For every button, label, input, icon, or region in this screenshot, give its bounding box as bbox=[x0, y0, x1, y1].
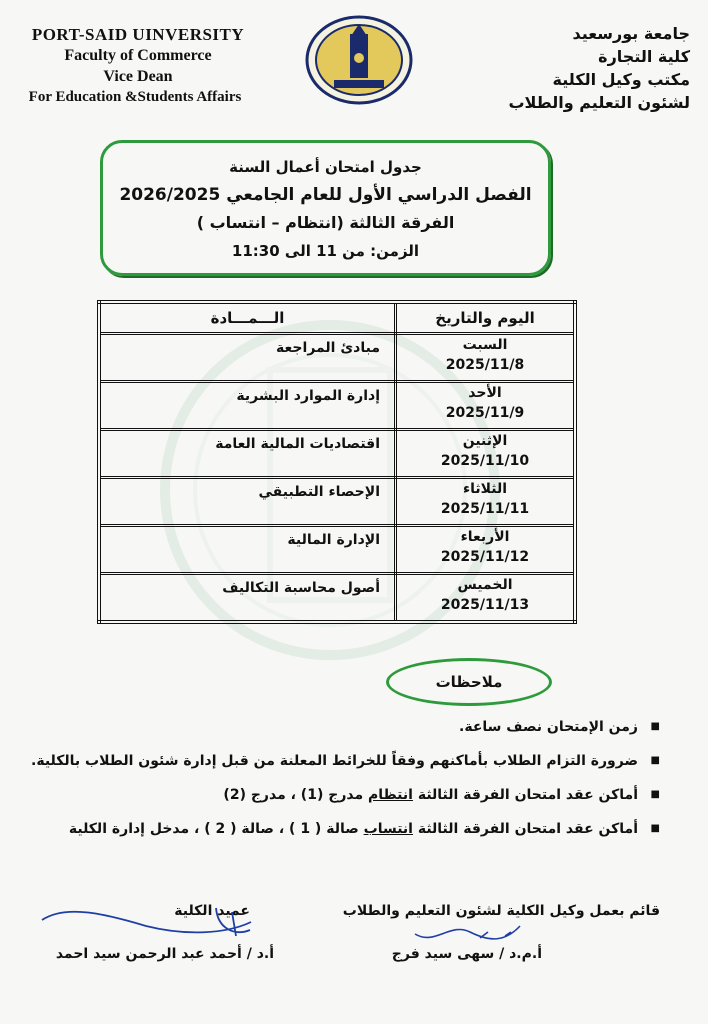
subject-cell: الإدارة المالية bbox=[99, 526, 396, 574]
dean-title: عميد الكلية bbox=[174, 903, 250, 919]
subject-cell: إدارة الموارد البشرية bbox=[99, 382, 396, 430]
day-date-cell bbox=[396, 382, 576, 430]
year-level-line: الفرقة الثالثة (انتظام – انتساب ) bbox=[196, 213, 455, 232]
subject-cell: الإحصاء التطبيقي bbox=[99, 478, 396, 526]
note-item: ■ ضرورة التزام الطلاب بأماكنهم وفقاً للخرائط المعلنة من قبل إدارة شئون الطلاب بالكلية. bbox=[10, 746, 660, 776]
vice-dean-title: قائم بعمل وكيل الكلية لشئون التعليم والطلاب bbox=[342, 903, 660, 919]
day-date-cell bbox=[396, 526, 576, 574]
note-text: مدرج (1) ، مدرج (2) bbox=[223, 787, 369, 803]
day-name: الخميس bbox=[457, 577, 513, 593]
note-text: صالة ( 1 ) ، صالة ( 2 ) ، مدخل إدارة الكلية bbox=[68, 821, 364, 837]
faculty-name-ar: كلية التجارة bbox=[598, 47, 690, 66]
note-item: ■ زمن الإمتحان نصف ساعة. bbox=[10, 712, 660, 742]
exam-date: 2025/11/12 bbox=[440, 549, 530, 565]
table-row bbox=[99, 430, 575, 478]
day-date-cell bbox=[396, 478, 576, 526]
semester-line: الفصل الدراسي الأول للعام الجامعي 2026/2025 bbox=[119, 185, 532, 205]
exam-date: 2025/11/13 bbox=[440, 597, 530, 613]
note-emphasis: انتساب bbox=[363, 821, 413, 837]
subject-cell: اقتصاديات المالية العامة bbox=[99, 430, 396, 478]
exam-date: 2025/11/10 bbox=[440, 453, 530, 469]
day-date-cell bbox=[396, 334, 576, 382]
schedule-title-box bbox=[100, 140, 551, 276]
day-date-cell bbox=[396, 574, 576, 623]
university-name-ar: جامعة بورسعيد bbox=[572, 24, 690, 43]
header-arabic bbox=[450, 22, 690, 114]
note-item bbox=[10, 814, 660, 844]
dean-name: أ.د / أحمد عبد الرحمن سيد احمد bbox=[55, 946, 274, 962]
note-item bbox=[10, 780, 660, 810]
table-row bbox=[99, 382, 575, 430]
vice-dean-signature bbox=[410, 912, 540, 948]
university-name-en: PORT-SAID UINVERSITY bbox=[31, 25, 245, 44]
note-emphasis: انتظام bbox=[368, 787, 413, 803]
schedule-title: جدول امتحان أعمال السنة bbox=[229, 158, 422, 176]
vice-dean-name: أ.م.د / سهى سيد فرج bbox=[391, 946, 542, 962]
faculty-name-en: Faculty of Commerce bbox=[64, 47, 212, 64]
exam-time-line: الزمن: من 11 الى 11:30 bbox=[231, 242, 420, 260]
office-name-en: Vice Dean bbox=[103, 68, 173, 85]
table-row bbox=[99, 574, 575, 623]
dean-signature bbox=[36, 900, 266, 950]
note-text: أماكن عقد امتحان الفرقة الثالثة bbox=[412, 821, 638, 837]
day-name: الإثنين bbox=[462, 433, 508, 449]
table-row bbox=[99, 526, 575, 574]
department-name-en: For Education &Students Affairs bbox=[28, 89, 242, 105]
faculty-logo bbox=[304, 14, 414, 106]
day-date-cell bbox=[396, 430, 576, 478]
subject-cell: مبادئ المراجعة bbox=[99, 334, 396, 382]
table-row bbox=[99, 478, 575, 526]
notes-heading: ملاحظات bbox=[386, 658, 552, 706]
office-name-ar: مكتب وكيل الكلية bbox=[552, 70, 690, 89]
table-row bbox=[99, 334, 575, 382]
day-name: الأربعاء bbox=[460, 529, 510, 545]
day-name: السبت bbox=[462, 337, 508, 353]
day-name: الأحد bbox=[468, 385, 502, 401]
header-english bbox=[8, 24, 268, 108]
exam-date: 2025/11/9 bbox=[445, 405, 525, 421]
note-text: أماكن عقد امتحان الفرقة الثالثة bbox=[412, 787, 638, 803]
day-name: الثلاثاء bbox=[462, 481, 508, 497]
header-subject: الـــمـــادة bbox=[99, 302, 396, 334]
table-header-row bbox=[99, 302, 575, 334]
header-day-date: اليوم والتاريخ bbox=[396, 302, 576, 334]
notes-list bbox=[10, 712, 660, 848]
subject-cell: أصول محاسبة التكاليف bbox=[99, 574, 396, 623]
exam-date: 2025/11/8 bbox=[445, 357, 525, 373]
exam-date: 2025/11/11 bbox=[440, 501, 530, 517]
exam-schedule-table bbox=[97, 300, 577, 624]
department-name-ar: لشئون التعليم والطلاب bbox=[508, 93, 690, 112]
